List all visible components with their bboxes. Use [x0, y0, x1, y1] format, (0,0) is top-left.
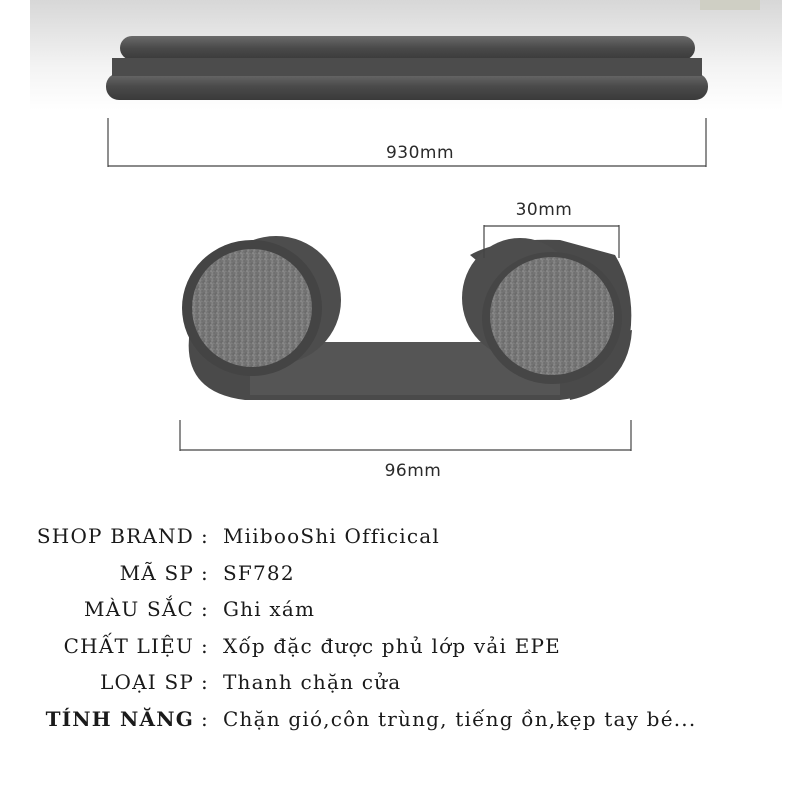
tube-diameter-label: 30mm: [515, 200, 573, 220]
spec-label: MÃ SP: [119, 560, 194, 585]
length-label: 930mm: [385, 143, 455, 163]
spec-value: Chặn gió,côn trùng, tiếng ồn,kẹp tay bé...: [223, 706, 697, 731]
spec-row-color: [0, 593, 800, 630]
door-stopper-bar: [106, 36, 708, 100]
spec-colon: :: [201, 560, 208, 585]
door-stopper-cross-section: [182, 236, 632, 400]
spec-colon: :: [201, 597, 208, 621]
spec-colon: :: [201, 706, 208, 731]
spec-row-type: [0, 666, 800, 703]
right-foam-core: [490, 257, 614, 375]
spec-label: LOẠI SP: [100, 670, 194, 694]
spec-colon: :: [201, 524, 208, 548]
width-label: 96mm: [384, 461, 442, 481]
spec-value: SF782: [223, 560, 295, 585]
spec-row-features: [0, 703, 800, 740]
left-foam-core: [192, 249, 312, 367]
photo-corner-object: [700, 0, 760, 10]
spec-label: SHOP BRAND: [36, 524, 194, 548]
spec-colon: :: [201, 670, 208, 694]
spec-colon: :: [201, 633, 208, 658]
spec-row-code: [0, 557, 800, 594]
width-dimension-line: [180, 420, 631, 451]
spec-value: Thanh chặn cửa: [223, 670, 402, 694]
spec-row-material: [0, 630, 800, 667]
spec-label: MÀU SẮC: [84, 597, 194, 621]
spec-value: Ghi xám: [223, 597, 316, 621]
spec-label: CHẤT LIỆU: [63, 633, 194, 658]
spec-row-brand: [0, 520, 800, 557]
spec-label: TÍNH NĂNG: [45, 706, 194, 731]
spec-value: MiibooShi Officical: [223, 524, 441, 548]
spec-table: [0, 520, 800, 739]
spec-value: Xốp đặc được phủ lớp vải EPE: [223, 633, 561, 658]
